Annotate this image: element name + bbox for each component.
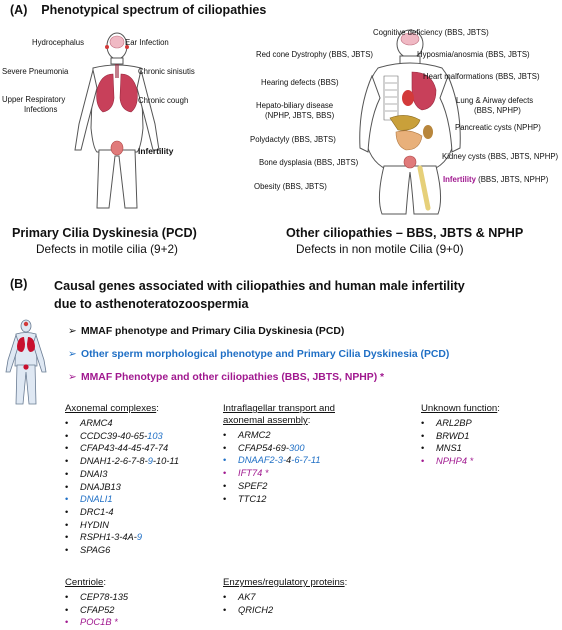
group-unknown bbox=[421, 403, 500, 468]
gene-text: DNAH1-2-6-7-8- bbox=[80, 456, 148, 467]
kidney-organ bbox=[423, 125, 433, 139]
label-infertility-other bbox=[443, 175, 548, 184]
label-hydrocephalus: Hydrocephalus bbox=[32, 38, 85, 47]
ear-organ bbox=[105, 45, 109, 49]
section-b-body-icon bbox=[2, 318, 50, 408]
gene-list bbox=[223, 429, 335, 505]
gene-item bbox=[223, 467, 335, 480]
gene-text: MNS1 bbox=[436, 443, 462, 454]
gene-text: SPEF2 bbox=[238, 480, 268, 491]
gene-text: CCDC39-40-65- bbox=[80, 430, 148, 441]
other-subtitle: Defects in non motile Cilia (9+0) bbox=[296, 242, 464, 256]
label-polydactyly: Polydactyly (BBS, JBTS) bbox=[250, 135, 336, 144]
brain-organ bbox=[110, 36, 124, 48]
gene-text: DNAI3 bbox=[80, 468, 108, 479]
gene-text: 300 bbox=[288, 442, 305, 453]
label-chronic-sinusitis: Chronic sinisutis bbox=[138, 67, 195, 76]
label-urti-line1: Upper Respiratory bbox=[2, 95, 66, 104]
pcd-body-illustration bbox=[57, 28, 177, 218]
section-a-heading bbox=[10, 3, 266, 17]
gene-text: 103 bbox=[147, 430, 163, 441]
gene-item bbox=[421, 442, 500, 455]
ribcage-organ bbox=[384, 76, 398, 120]
pcd-subtitle: Defects in motile cilia (9+2) bbox=[36, 242, 178, 256]
infertility-rest: (BBS, JBTS, NPHP) bbox=[475, 175, 549, 184]
testis-organ bbox=[111, 141, 123, 155]
gene-item bbox=[223, 429, 335, 442]
gene-item bbox=[65, 442, 179, 455]
infertility-word: Infertility bbox=[443, 175, 476, 184]
gene-text: CFAP52 bbox=[80, 604, 115, 615]
other-title: Other ciliopathies – BBS, JBTS & NPHP bbox=[286, 226, 524, 240]
label-hearing: Hearing defects (BBS) bbox=[261, 78, 339, 87]
gene-item bbox=[65, 591, 128, 604]
gene-item bbox=[65, 544, 179, 557]
label-obesity: Obesity (BBS, JBTS) bbox=[254, 182, 327, 191]
group-axonemal-title: Axonemal complexes: bbox=[65, 403, 159, 414]
gene-list bbox=[65, 417, 179, 557]
heart-organ bbox=[402, 90, 414, 106]
testis-organ-other bbox=[404, 156, 416, 168]
gene-item bbox=[223, 480, 335, 493]
testis-organ-b bbox=[23, 364, 28, 369]
category-other-sperm-pcd: ➢ Other sperm morphological phenotype and Primary Cilia Dyskinesia (PCD) bbox=[68, 349, 450, 360]
gene-item bbox=[65, 481, 179, 494]
brain-organ-b bbox=[24, 322, 28, 326]
gene-text: -10-11 bbox=[152, 456, 180, 467]
group-ift-title-line2: axonemal assembly: bbox=[223, 415, 311, 426]
label-pancreatic: Pancreatic cysts (NPHP) bbox=[455, 123, 541, 132]
category-mmaf-pcd: ➢ MMAF phenotype and Primary Cilia Dyskinesia (PCD) bbox=[68, 326, 345, 337]
gene-text: ARMC4 bbox=[80, 418, 113, 428]
gene-item bbox=[65, 417, 179, 430]
gene-item bbox=[65, 430, 179, 443]
section-b-title-line1: Causal genes associated with ciliopathies and human male infertility bbox=[54, 279, 465, 293]
gene-text: HYDIN bbox=[80, 519, 109, 530]
group-enzymes bbox=[223, 577, 347, 616]
section-a-label: (A) bbox=[10, 3, 28, 17]
gene-text: -6-7-11 bbox=[291, 455, 321, 466]
gene-list bbox=[65, 591, 128, 629]
label-infertility-pcd: Infertility bbox=[138, 146, 174, 156]
label-cognitive: Cognitive deficiency (BBS, JBTS) bbox=[373, 28, 489, 37]
gene-item bbox=[421, 417, 500, 430]
label-red-cone: Red cone Dystrophy (BBS, JBTS) bbox=[256, 50, 373, 59]
gene-text: POC1B * bbox=[80, 617, 118, 628]
gene-text: QRICH2 bbox=[238, 604, 274, 615]
gene-item bbox=[421, 430, 500, 443]
gene-item bbox=[65, 455, 179, 468]
gene-item bbox=[65, 531, 179, 544]
gene-item bbox=[223, 604, 347, 617]
label-chronic-cough: Chronic cough bbox=[138, 96, 189, 105]
label-hepato-line1: Hepato-biliary disease bbox=[256, 101, 334, 110]
label-urti-line2: Infections bbox=[24, 105, 58, 114]
label-severe-pneumonia: Severe Pneumonia bbox=[2, 67, 69, 76]
label-lung-line2: (BBS, NPHP) bbox=[474, 106, 521, 115]
category-mmaf-ciliopathies: ➢ MMAF Phenotype and other ciliopathies (BBS, JBTS, NPHP) * bbox=[68, 372, 385, 383]
gene-list bbox=[421, 417, 500, 468]
label-kidney-cysts: Kidney cysts (BBS, JBTS, NPHP) bbox=[442, 152, 559, 161]
gene-text: CFAP54-69- bbox=[238, 442, 289, 453]
gene-text: IFT74 * bbox=[238, 468, 269, 479]
gene-item bbox=[223, 591, 347, 604]
gene-text: 9 bbox=[136, 532, 143, 543]
gene-item bbox=[223, 454, 335, 467]
pcd-title: Primary Cilia Dyskinesia (PCD) bbox=[12, 226, 197, 240]
gene-item bbox=[65, 604, 128, 617]
gene-item bbox=[421, 455, 500, 468]
label-hyposmia: Hyposmia/anosmia (BBS, JBTS) bbox=[417, 50, 530, 59]
section-a-title: Phenotypical spectrum of ciliopathies bbox=[41, 3, 267, 17]
label-bone-dysplasia: Bone dysplasia (BBS, JBTS) bbox=[259, 158, 359, 167]
group-axonemal bbox=[65, 403, 179, 557]
gene-item bbox=[65, 519, 179, 532]
gene-text: BRWD1 bbox=[436, 430, 470, 441]
group-unknown-title: Unknown function: bbox=[421, 403, 500, 414]
gene-text: DNALI1 bbox=[80, 494, 113, 505]
gene-text: DNAJB13 bbox=[80, 481, 121, 492]
gene-item bbox=[65, 468, 179, 481]
group-ift-title: Intraflagellar transport and bbox=[223, 403, 335, 414]
gene-item bbox=[65, 616, 128, 629]
group-enzymes-title: Enzymes/regulatory proteins: bbox=[223, 577, 348, 588]
gene-text: DNAAF2-3- bbox=[238, 455, 287, 466]
gene-text: ARL2BP bbox=[436, 418, 472, 428]
gene-text: CEP78-135 bbox=[80, 592, 129, 602]
gene-text: DRC1-4 bbox=[80, 506, 114, 517]
gene-text: AK7 bbox=[238, 592, 256, 602]
group-centriole bbox=[65, 577, 128, 629]
gene-text: NPHP4 * bbox=[436, 456, 474, 467]
gene-text: TTC12 bbox=[238, 493, 267, 504]
section-b-label: (B) bbox=[10, 277, 28, 291]
gene-text: 9 bbox=[147, 456, 153, 467]
group-ift bbox=[223, 403, 335, 505]
section-b-title-line2: due to asthenoteratozoospermia bbox=[54, 297, 249, 311]
gene-text: ARMC2 bbox=[238, 430, 271, 440]
label-heart: Heart malformations (BBS, JBTS) bbox=[423, 72, 540, 81]
gene-list bbox=[223, 591, 347, 616]
label-lung-line1: Lung & Airway defects bbox=[456, 96, 534, 105]
gene-text: 4 bbox=[286, 455, 292, 466]
gene-item bbox=[223, 442, 335, 455]
gene-item bbox=[65, 493, 179, 506]
gene-item bbox=[65, 506, 179, 519]
label-ear-infection: Ear Infection bbox=[125, 38, 169, 47]
gene-text: CFAP43-44-45-47-74 bbox=[80, 443, 169, 454]
gene-item bbox=[223, 493, 335, 506]
gene-text: SPAG6 bbox=[80, 545, 111, 556]
group-centriole-title: Centriole: bbox=[65, 577, 107, 588]
label-hepato-line2: (NPHP, JBTS, BBS) bbox=[265, 111, 335, 120]
gene-text: RSPH1-3-4A- bbox=[80, 532, 137, 543]
